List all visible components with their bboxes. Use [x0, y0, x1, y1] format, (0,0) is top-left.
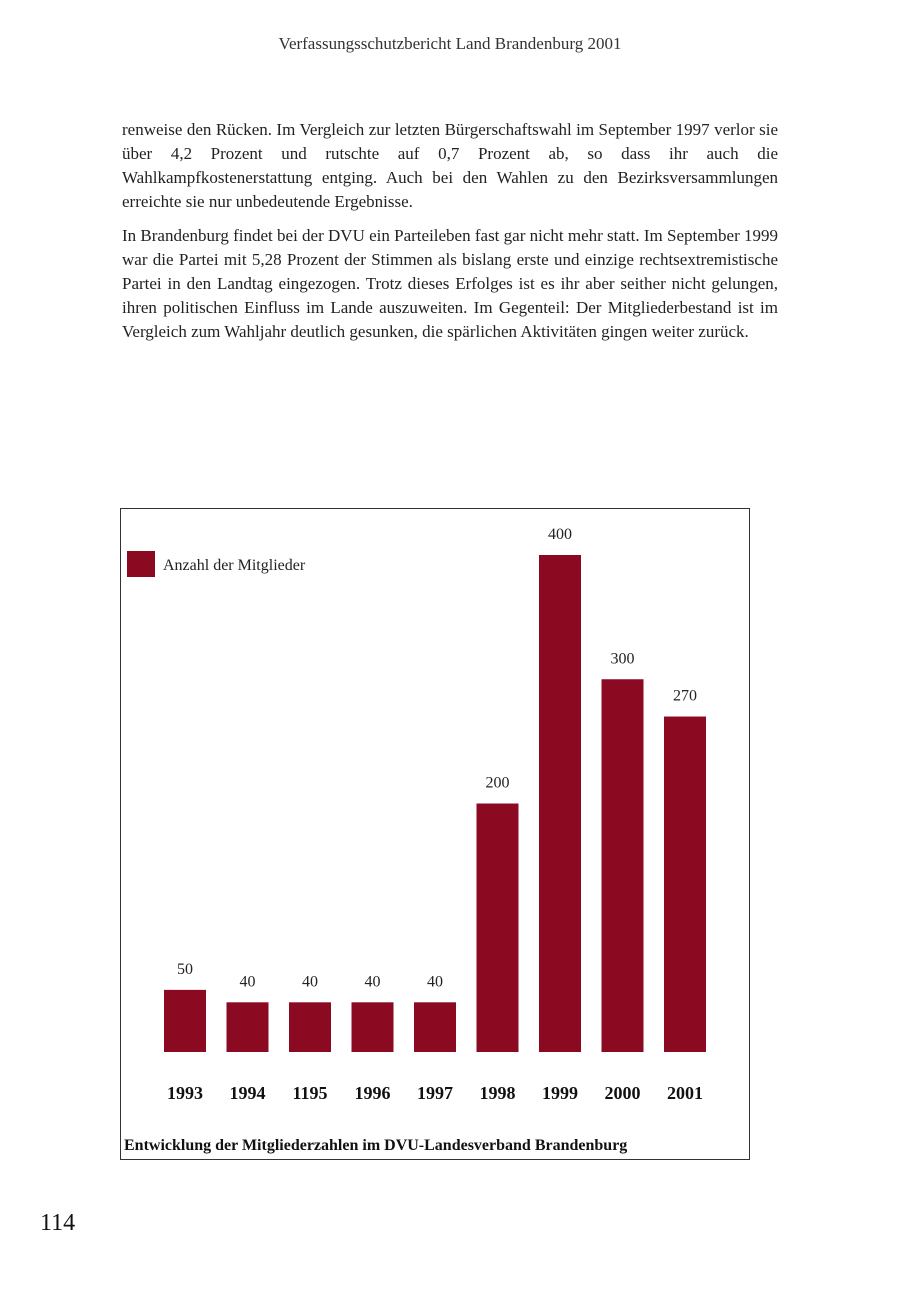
bar-2001 [664, 717, 706, 1052]
bar-2000 [602, 679, 644, 1052]
paragraph-2: In Brandenburg findet bei der DVU ein Parteileben fast gar nicht mehr statt. Im September 1999 war die Partei mit 5,28 Prozent der Stimmen als bislang erste und einzige rechtsextremistische Partei in den Landtag eingezogen. Trotz dieses Erfolges ist es ihr aber seither nicht gelungen, ihren politischen Einfluss im Lande auszuweiten. Im Gegenteil: Der Mitgliederbestand ist im Vergleich zum Wahljahr deutlich gesunken, die spärlichen Aktivitäten gingen weiter zurück. [122, 226, 778, 341]
chart-caption: Entwicklung der Mitgliederzahlen im DVU-Landesverband Brandenburg [124, 1137, 628, 1154]
bar-chart [121, 509, 749, 1159]
bar-1999 [539, 555, 581, 1052]
category-label-1999: 1999 [542, 1083, 578, 1103]
bar-1996 [352, 1002, 394, 1052]
value-label-1195: 40 [302, 973, 318, 991]
membership-chart [120, 508, 750, 1160]
value-label-1993: 50 [177, 960, 193, 978]
category-label-1997: 1997 [417, 1083, 453, 1103]
page-number: 114 [40, 1210, 76, 1236]
category-label-2000: 2000 [604, 1083, 641, 1103]
bar-1195 [289, 1002, 331, 1052]
bar-1997 [414, 1002, 456, 1052]
value-label-1996: 40 [364, 973, 381, 991]
paragraph-1: renweise den Rücken. Im Vergleich zur letzten Bürgerschaftswahl im September 1997 verlor sie über 4,2 Prozent und rutschte auf 0,7 Prozent ab, so dass ihr auch die Wahlkampfkostenerstattung entging. Auch bei den Wahlen zu den Bezirksversammlungen erreichte sie nur unbedeutende Ergebnisse. [122, 120, 778, 211]
bar-1993 [164, 990, 206, 1052]
value-label-1999: 400 [548, 526, 572, 543]
value-label-2000: 300 [610, 650, 635, 668]
category-label-1994: 1994 [229, 1083, 266, 1103]
category-label-1993: 1993 [167, 1083, 203, 1103]
category-label-2001: 2001 [667, 1083, 703, 1103]
bar-1998 [477, 804, 519, 1053]
legend-label: Anzahl der Mitglieder [163, 557, 306, 574]
running-header: Verfassungsschutzbericht Land Brandenburg 2001 [278, 34, 622, 53]
value-label-1994: 40 [239, 973, 256, 991]
value-label-1997: 40 [427, 973, 443, 991]
value-label-2001: 270 [673, 687, 697, 705]
legend-swatch [127, 551, 155, 577]
category-label-1998: 1998 [479, 1083, 516, 1103]
category-label-1996: 1996 [354, 1083, 391, 1103]
value-label-1998: 200 [485, 774, 510, 792]
category-label-1195: 1195 [292, 1083, 328, 1103]
body-text [122, 118, 778, 354]
bar-1994 [227, 1002, 269, 1052]
